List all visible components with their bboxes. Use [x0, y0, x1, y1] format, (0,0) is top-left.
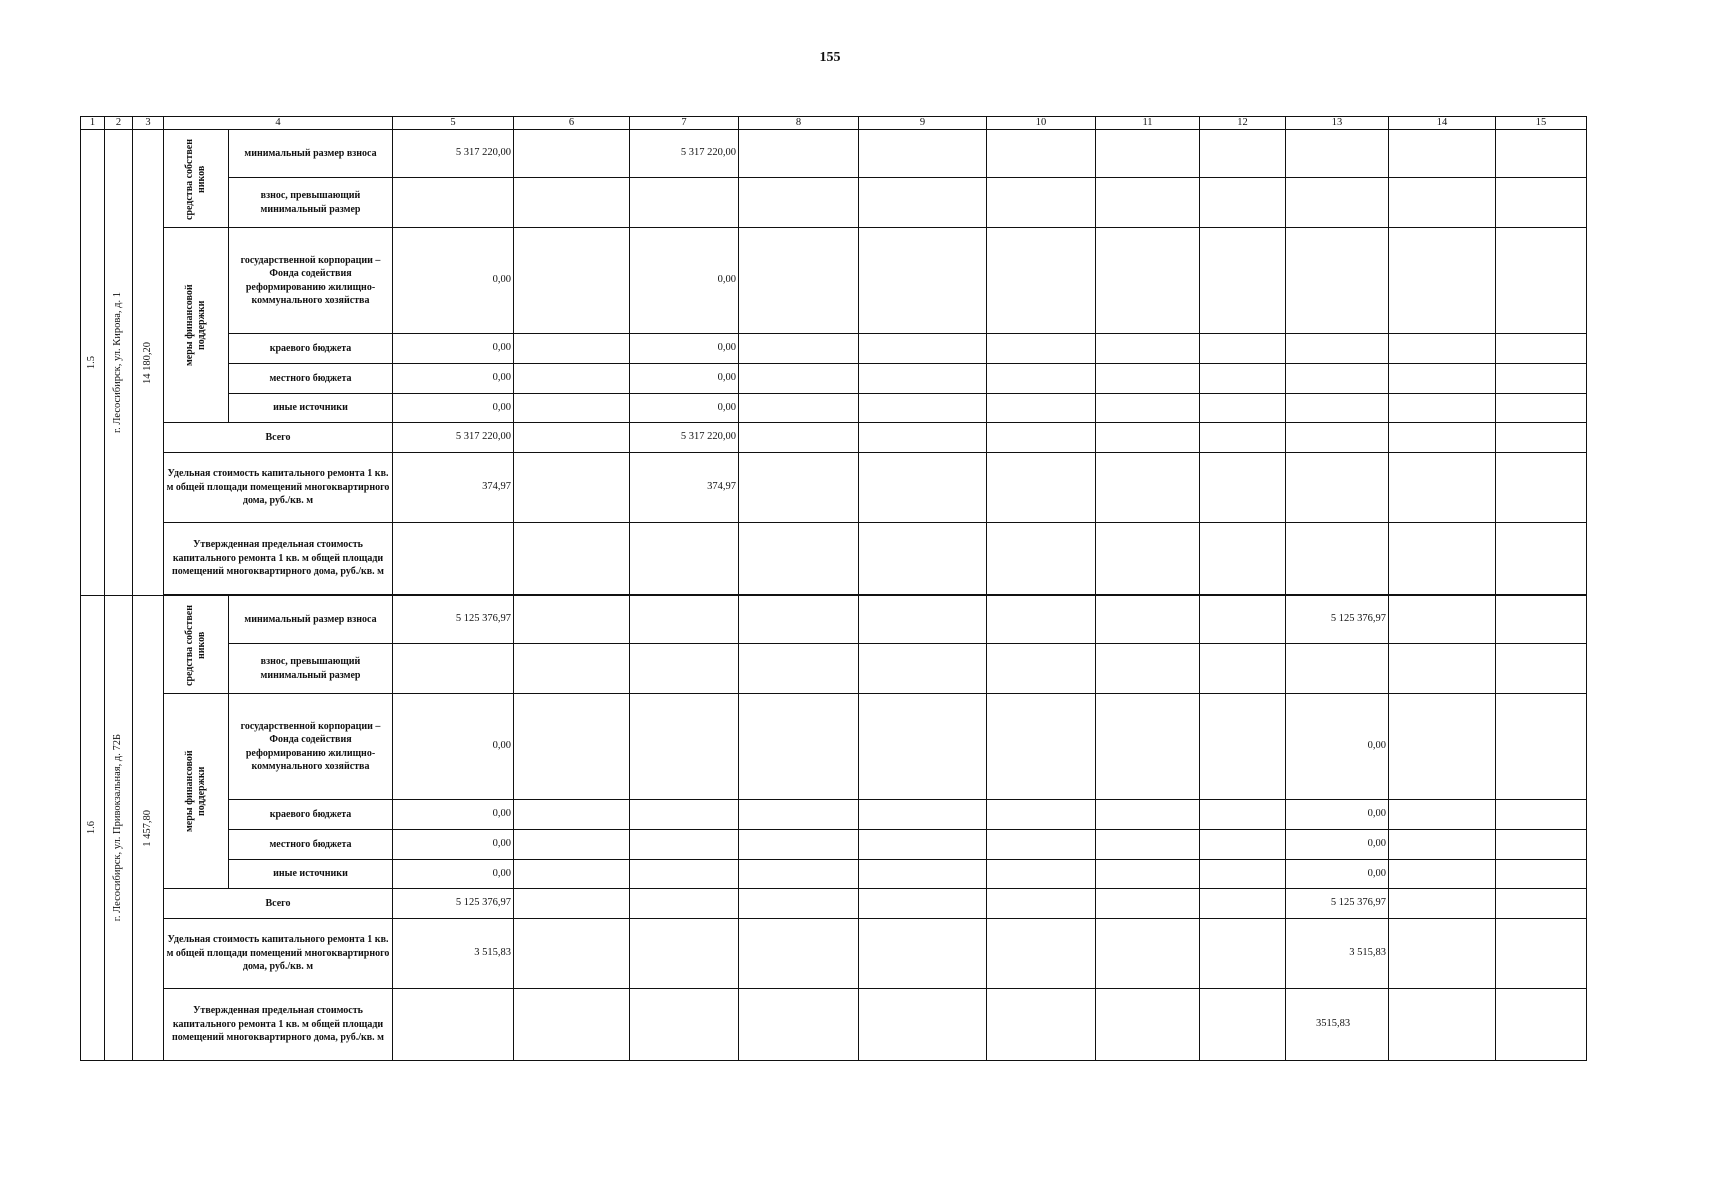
cell-c5: 5 125 376,97: [393, 596, 514, 644]
table-row: [81, 130, 1587, 178]
table-row: [81, 644, 1587, 694]
col-header-7: 7: [630, 117, 739, 130]
col-header-13: 13: [1286, 117, 1389, 130]
col-header-12: 12: [1200, 117, 1286, 130]
cell-c13: 0,00: [1286, 830, 1389, 860]
col-header-9: 9: [859, 117, 987, 130]
col-header-8: 8: [739, 117, 859, 130]
table-row: [81, 364, 1587, 394]
table-row: [81, 800, 1587, 830]
budget-table: [80, 116, 1587, 1061]
table-row: [81, 523, 1587, 595]
table-row: [81, 394, 1587, 423]
owners-funds-group: средства собствен ников: [164, 130, 229, 228]
object-area: 14 180,20: [133, 130, 164, 596]
row-label-unit-cost: Удельная стоимость капитального ремонта 1 кв. м общей площади помещений многоквартирного дома, руб./кв. м: [164, 453, 393, 523]
row-label-over-min: взнос, превышающий минимальный размер: [229, 644, 393, 694]
cell-c7: 5 317 220,00: [630, 130, 739, 178]
table-row: [81, 830, 1587, 860]
col-header-3: 3: [133, 117, 164, 130]
table-row: [81, 860, 1587, 889]
table-row: [81, 919, 1587, 989]
cell-c5: 0,00: [393, 860, 514, 889]
cell-c5: 374,97: [393, 453, 514, 523]
cell-c5: 0,00: [393, 228, 514, 334]
cell-c5: 5 317 220,00: [393, 130, 514, 178]
cell-c7: 0,00: [630, 364, 739, 394]
row-label-total: Всего: [164, 423, 393, 453]
column-header-row: [81, 117, 1587, 130]
table-row: [81, 178, 1587, 228]
cell-c5: 0,00: [393, 694, 514, 800]
row-label-local: местного бюджета: [229, 364, 393, 394]
cell-c13: 0,00: [1286, 860, 1389, 889]
table-row: [81, 423, 1587, 453]
table-row: [81, 334, 1587, 364]
row-label-min-fee: минимальный размер взноса: [229, 130, 393, 178]
table-row: [81, 694, 1587, 800]
col-header-14: 14: [1389, 117, 1496, 130]
table-row: [81, 989, 1587, 1061]
cell-c13: 0,00: [1286, 800, 1389, 830]
col-header-1: 1: [81, 117, 105, 130]
cell-c5: 0,00: [393, 800, 514, 830]
cell-c7: 5 317 220,00: [630, 423, 739, 453]
row-label-unit-cost: Удельная стоимость капитального ремонта 1 кв. м общей площади помещений многоквартирного дома, руб./кв. м: [164, 919, 393, 989]
cell-c13: 0,00: [1286, 694, 1389, 800]
col-header-10: 10: [987, 117, 1096, 130]
cell-c13: 5 125 376,97: [1286, 596, 1389, 644]
cell-c13: 5 125 376,97: [1286, 889, 1389, 919]
cell-c5: 0,00: [393, 830, 514, 860]
cell-c5: 3 515,83: [393, 919, 514, 989]
col-header-15: 15: [1496, 117, 1587, 130]
object-address: г. Лесосибирск, ул. Привокзальная, д. 72Б: [105, 596, 133, 1061]
cell-c5: 5 125 376,97: [393, 889, 514, 919]
col-header-5: 5: [393, 117, 514, 130]
object-number: 1.5: [81, 130, 105, 596]
row-label-regional: краевого бюджета: [229, 334, 393, 364]
row-label-over-min: взнос, превышающий минимальный размер: [229, 178, 393, 228]
cell-c13: 3515,83: [1286, 989, 1389, 1061]
row-label-other: иные источники: [229, 394, 393, 423]
table-row: [81, 596, 1587, 644]
row-label-approved-limit: Утвержденная предельная стоимость капитального ремонта 1 кв. м общей площади помещений многоквартирного дома, руб./кв. м: [164, 989, 393, 1061]
row-label-approved-limit: Утвержденная предельная стоимость капитального ремонта 1 кв. м общей площади помещений многоквартирного дома, руб./кв. м: [164, 523, 393, 595]
object-area: 1 457,80: [133, 596, 164, 1061]
cell-c5: 0,00: [393, 364, 514, 394]
col-header-11: 11: [1096, 117, 1200, 130]
support-group: меры финансовой поддержки: [164, 228, 229, 423]
cell-c5: 0,00: [393, 334, 514, 364]
object-number: 1.6: [81, 596, 105, 1061]
col-header-2: 2: [105, 117, 133, 130]
col-header-6: 6: [514, 117, 630, 130]
object-address: г. Лесосибирск, ул. Кирова, д. 1: [105, 130, 133, 596]
cell-c5: 0,00: [393, 394, 514, 423]
col-header-4: 4: [164, 117, 393, 130]
row-label-fund: государственной корпорации – Фонда содействия реформированию жилищно-коммунального хозяйства: [229, 228, 393, 334]
cell-c7: 0,00: [630, 334, 739, 364]
row-label-local: местного бюджета: [229, 830, 393, 860]
cell-c7: 374,97: [630, 453, 739, 523]
table-row: [81, 889, 1587, 919]
row-label-fund: государственной корпорации – Фонда содействия реформированию жилищно-коммунального хозяйства: [229, 694, 393, 800]
owners-funds-group: средства собствен ников: [164, 596, 229, 694]
support-group: меры финансовой поддержки: [164, 694, 229, 889]
table-row: [81, 453, 1587, 523]
table-row: [81, 228, 1587, 334]
row-label-min-fee: минимальный размер взноса: [229, 596, 393, 644]
cell-c7: 0,00: [630, 228, 739, 334]
row-label-other: иные источники: [229, 860, 393, 889]
cell-c13: 3 515,83: [1286, 919, 1389, 989]
row-label-total: Всего: [164, 889, 393, 919]
row-label-regional: краевого бюджета: [229, 800, 393, 830]
page-number: 155: [819, 50, 841, 65]
cell-c7: 0,00: [630, 394, 739, 423]
cell-c5: 5 317 220,00: [393, 423, 514, 453]
